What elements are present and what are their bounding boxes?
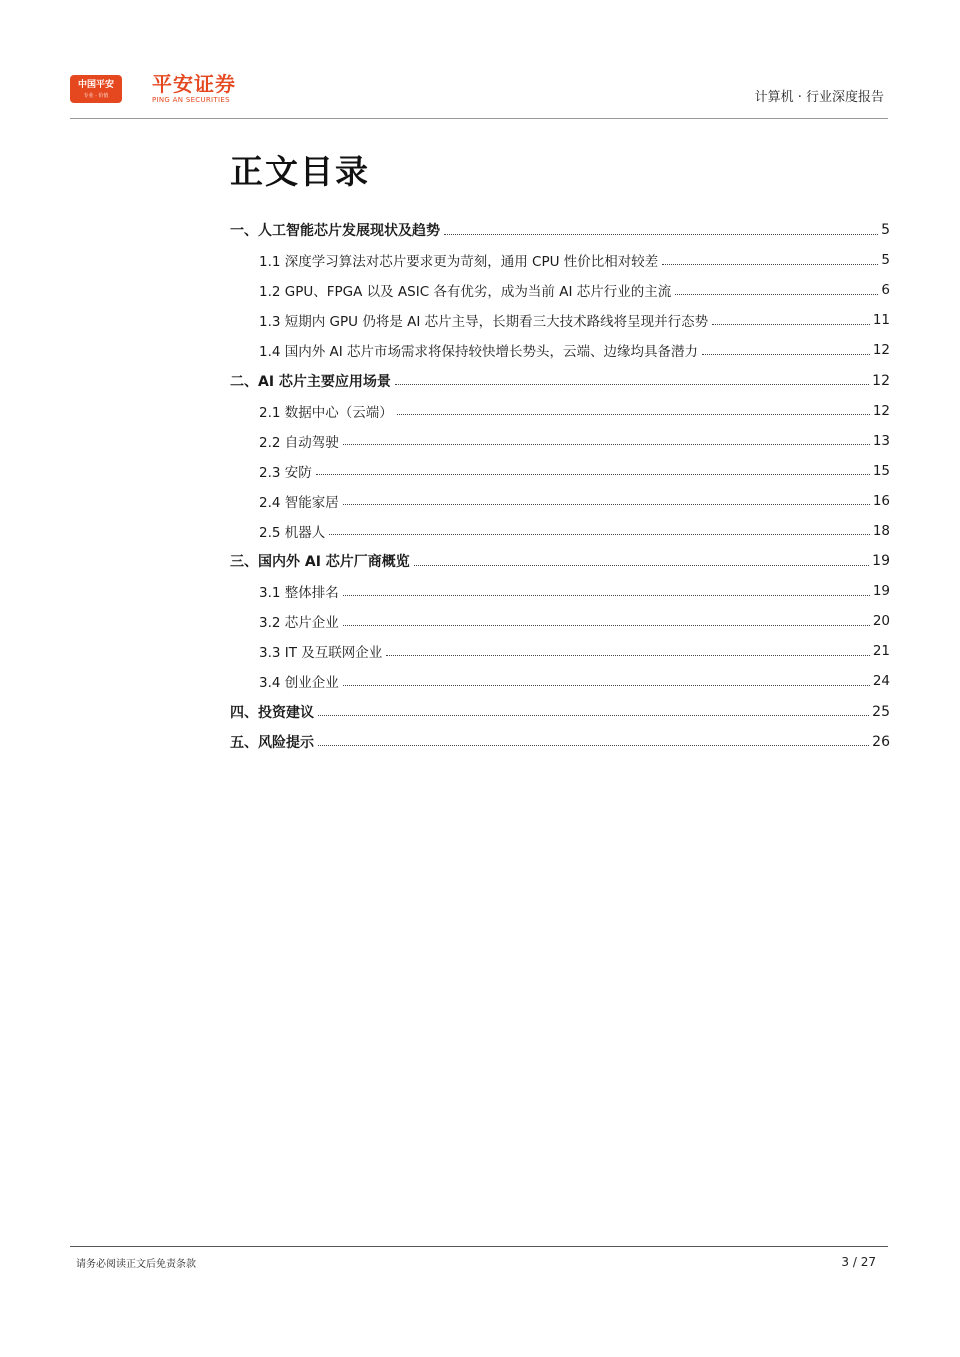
toc-section[interactable] — [230, 215, 890, 245]
toc-subsection[interactable] — [230, 516, 890, 546]
toc-page-number: 20 — [872, 613, 890, 630]
toc-page-number: 26 — [872, 733, 890, 750]
logo-badge-bottom: 专业 · 价值 — [83, 93, 109, 99]
toc-leader-dots — [343, 444, 870, 445]
toc-entry-title: 3.2 芯片企业 — [259, 615, 339, 632]
toc-section[interactable] — [230, 727, 890, 757]
toc-entry-title: 1.4 国内外 AI 芯片市场需求将保持较快增长势头，云端、边缘均具备潜力 — [259, 344, 699, 361]
toc-page-number: 12 — [872, 342, 890, 359]
footer-disclaimer: 请务必阅读正文后免责条款 — [76, 1259, 196, 1270]
toc-entry-title: 四、投资建议 — [230, 704, 314, 721]
toc-entry-title: 2.1 数据中心（云端） — [259, 404, 393, 421]
toc-page-number: 5 — [881, 222, 890, 239]
page-footer — [70, 1246, 888, 1270]
pingan-logo-badge — [70, 75, 122, 103]
toc-leader-dots — [318, 715, 869, 716]
toc-entry-title: 3.1 整体排名 — [259, 585, 339, 602]
toc-entry-title: 1.3 短期内 GPU 仍将是 AI 芯片主导，长期看三大技术路线将呈现并行态势 — [259, 314, 709, 331]
toc-leader-dots — [343, 595, 870, 596]
toc-page-number: 12 — [872, 402, 890, 419]
toc-subsection[interactable] — [230, 335, 890, 365]
toc-page-number: 11 — [872, 312, 890, 329]
toc-section[interactable] — [230, 697, 890, 727]
toc-leader-dots — [414, 565, 869, 566]
toc-subsection[interactable] — [230, 486, 890, 516]
toc-page-number: 15 — [872, 462, 890, 479]
toc-page-number: 24 — [872, 673, 890, 690]
toc-leader-dots — [712, 324, 870, 325]
toc-leader-dots — [316, 474, 870, 475]
toc-leader-dots — [675, 294, 878, 295]
toc-page-number: 21 — [872, 643, 890, 660]
page-number: 3 / 27 — [841, 1255, 876, 1269]
toc-subsection[interactable] — [230, 305, 890, 335]
toc-leader-dots — [343, 625, 870, 626]
toc-entry-title: 1.1 深度学习算法对芯片要求更为苛刻，通用 CPU 性价比相对较差 — [259, 254, 659, 271]
table-of-contents — [230, 215, 890, 757]
toc-subsection[interactable] — [230, 275, 890, 305]
toc-entry-title: 2.2 自动驾驶 — [259, 434, 339, 451]
toc-section[interactable] — [230, 546, 890, 576]
toc-subsection[interactable] — [230, 606, 890, 636]
toc-entry-title: 一、人工智能芯片发展现状及趋势 — [230, 223, 440, 240]
toc-entry-title: 三、国内外 AI 芯片厂商概览 — [230, 554, 410, 571]
toc-leader-dots — [329, 534, 870, 535]
toc-page-number: 5 — [881, 252, 890, 269]
toc-page-number: 6 — [881, 282, 890, 299]
toc-page-number: 19 — [872, 553, 890, 570]
report-category: 计算机 · 行业深度报告 — [754, 90, 884, 105]
toc-leader-dots — [318, 745, 869, 746]
toc-entry-title: 五、风险提示 — [230, 734, 314, 751]
page-header — [70, 72, 888, 119]
toc-leader-dots — [702, 354, 870, 355]
toc-subsection[interactable] — [230, 666, 890, 696]
toc-page-number: 13 — [872, 432, 890, 449]
toc-leader-dots — [386, 655, 870, 656]
toc-leader-dots — [395, 384, 869, 385]
page-title: 正文目录 — [230, 152, 370, 191]
toc-entry-title: 2.4 智能家居 — [259, 494, 339, 511]
toc-subsection[interactable] — [230, 636, 890, 666]
toc-page-number: 18 — [872, 522, 890, 539]
toc-subsection[interactable] — [230, 576, 890, 606]
toc-page-number: 19 — [872, 583, 890, 600]
toc-subsection[interactable] — [230, 456, 890, 486]
toc-leader-dots — [343, 685, 870, 686]
toc-subsection[interactable] — [230, 245, 890, 275]
toc-subsection[interactable] — [230, 396, 890, 426]
toc-subsection[interactable] — [230, 426, 890, 456]
toc-leader-dots — [444, 234, 878, 235]
toc-entry-title: 2.5 机器人 — [259, 524, 326, 541]
toc-section[interactable] — [230, 365, 890, 395]
toc-leader-dots — [397, 414, 870, 415]
toc-entry-title: 3.3 IT 及互联网企业 — [259, 645, 383, 662]
toc-entry-title: 1.2 GPU、FPGA 以及 ASIC 各有优劣，成为当前 AI 芯片行业的主流 — [259, 284, 672, 301]
logo-badge-top: 中国平安 — [77, 80, 114, 90]
toc-page-number: 16 — [872, 492, 890, 509]
toc-page-number: 12 — [872, 372, 890, 389]
toc-entry-title: 2.3 安防 — [259, 464, 312, 481]
brand-name-en: PING AN SECURITIES — [152, 96, 230, 104]
toc-leader-dots — [662, 264, 878, 265]
toc-page-number: 25 — [872, 703, 890, 720]
brand-logo — [152, 72, 236, 105]
brand-name-cn: 平安证券 — [152, 72, 236, 96]
toc-entry-title: 二、AI 芯片主要应用场景 — [230, 373, 391, 390]
toc-entry-title: 3.4 创业企业 — [259, 675, 339, 692]
toc-leader-dots — [343, 504, 870, 505]
